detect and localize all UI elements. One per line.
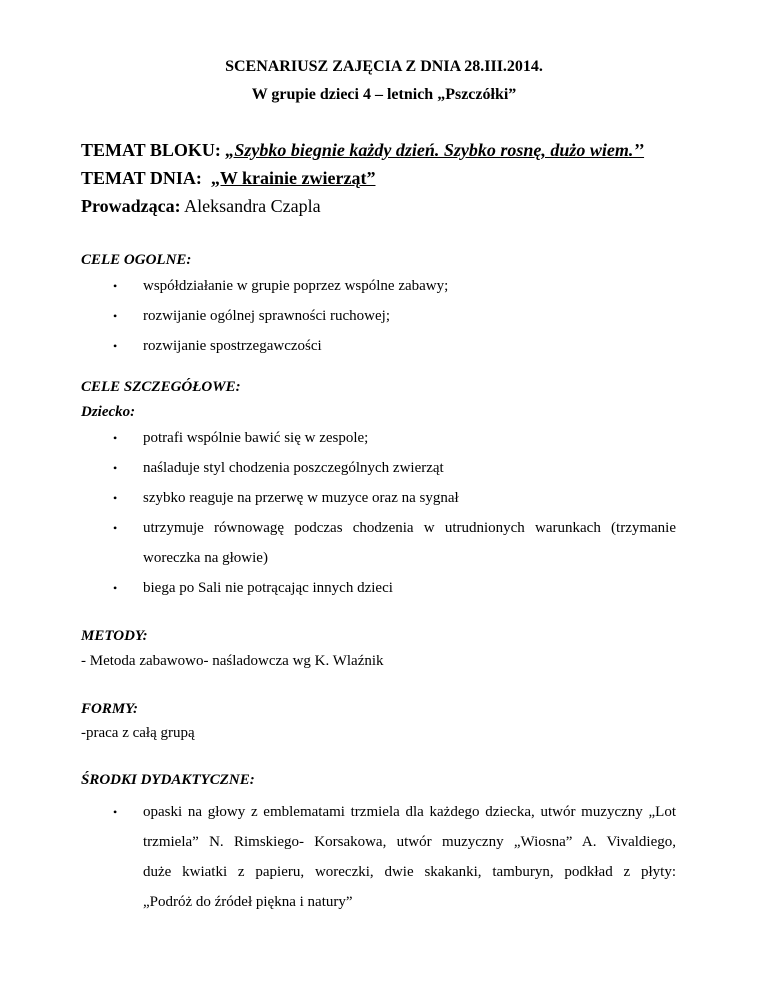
bullet-icon: •	[113, 279, 118, 293]
block-topic	[81, 140, 644, 161]
bullet-icon: •	[113, 491, 118, 505]
bullet-icon: •	[113, 339, 118, 353]
document-title: SCENARIUSZ ZAJĘCIA Z DNIA 28.III.2014.	[225, 58, 543, 75]
general-goals-heading: CELE OGOLNE:	[81, 252, 192, 268]
document-subtitle: W grupie dzieci 4 – letnich „Pszczółki”	[251, 86, 517, 103]
block-topic-value: „Szybko biegnie każdy dzień. Szybko rosnę, dużo wiem.’’	[225, 140, 645, 160]
day-topic-value: „W krainie zwierząt”	[210, 168, 376, 188]
methods-heading: METODY:	[81, 628, 148, 644]
specific-goal-item: szybko reaguje na przerwę w muzyce oraz na sygnał	[143, 490, 459, 506]
specific-goal-line: woreczka na głowie)	[143, 550, 268, 566]
aids-line: duże kwiatki z papieru, woreczki, dwie skakanki, tamburyn, podkład z płyty:	[143, 864, 676, 880]
day-topic	[81, 168, 375, 189]
leader-name: Aleksandra Czapla	[184, 196, 321, 216]
specific-goals-heading: CELE SZCZEGÓŁOWE:	[81, 379, 241, 395]
bullet-icon: •	[113, 805, 118, 819]
leader	[81, 196, 321, 217]
aids-line: opaski na głowy z emblematami trzmiela dla każdego dziecka, utwór muzyczny „Lot	[143, 804, 676, 820]
leader-label: Prowadząca:	[81, 196, 181, 216]
specific-goal-item-multiline	[143, 513, 676, 573]
general-goal-item: rozwijanie spostrzegawczości	[143, 338, 322, 354]
day-topic-label: TEMAT DNIA:	[81, 168, 202, 188]
forms-heading: FORMY:	[81, 701, 138, 717]
aids-line: „Podróż do źródeł piękna i natury”	[143, 894, 353, 910]
bullet-icon: •	[113, 521, 118, 535]
bullet-icon: •	[113, 461, 118, 475]
specific-goal-item: potrafi wspólnie bawić się w zespole;	[143, 430, 369, 446]
general-goal-item: współdziałanie w grupie poprzez wspólne zabawy;	[143, 278, 449, 294]
methods-text: - Metoda zabawowo- naśladowcza wg K. Wlaźnik	[81, 653, 384, 669]
block-topic-label: TEMAT BLOKU:	[81, 140, 221, 160]
specific-goal-item: biega po Sali nie potrącając innych dzieci	[143, 580, 393, 596]
specific-goals-subheading: Dziecko:	[81, 404, 136, 420]
bullet-icon: •	[113, 431, 118, 445]
specific-goal-item: naśladuje styl chodzenia poszczególnych zwierząt	[143, 460, 444, 476]
bullet-icon: •	[113, 309, 118, 323]
bullet-icon: •	[113, 581, 118, 595]
forms-text: -praca z całą grupą	[81, 725, 195, 741]
aids-line: trzmiela” N. Rimskiego- Korsakowa, utwór muzyczny „Wiosna” A. Vivaldiego,	[143, 834, 676, 850]
aids-heading: ŚRODKI DYDAKTYCZNE:	[81, 772, 255, 788]
aids-item	[143, 797, 676, 917]
specific-goal-line: utrzymuje równowagę podczas chodzenia w utrudnionych warunkach (trzymanie	[143, 520, 676, 536]
general-goal-item: rozwijanie ogólnej sprawności ruchowej;	[143, 308, 391, 324]
